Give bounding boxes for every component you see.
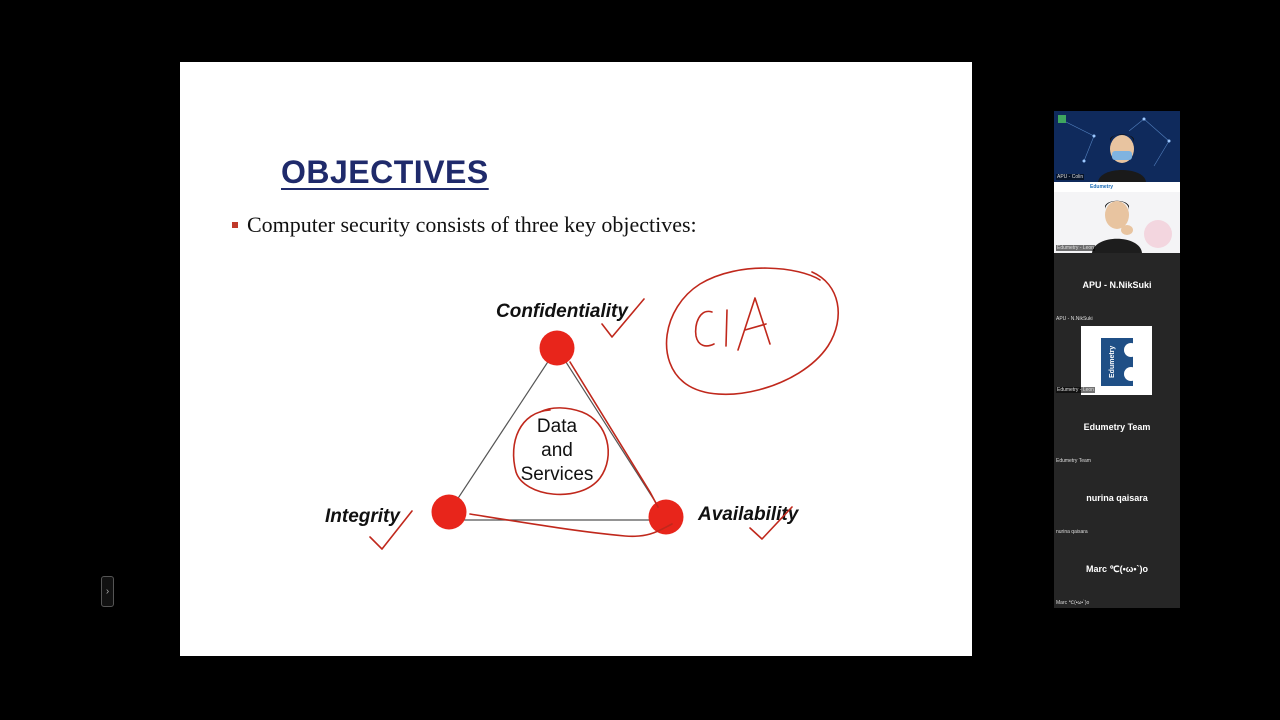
edumetry-banner: Edumetry	[1090, 184, 1114, 190]
participant-video	[1054, 111, 1180, 182]
participant-caption: Edumetry Team	[1056, 458, 1091, 464]
participant-tile-apu-colin[interactable]	[1054, 111, 1180, 182]
participant-name: Marc ℃(•ω•`)o	[1085, 564, 1148, 574]
participant-tile-marc[interactable]	[1054, 537, 1180, 608]
participant-tile-edumetry-team[interactable]	[1054, 395, 1180, 466]
participant-caption: APU - Colin	[1057, 174, 1084, 180]
cia-circle-mark	[667, 268, 839, 394]
bullet-text: Computer security consists of three key objectives:	[247, 212, 697, 237]
participant-tile-nurina-qaisara[interactable]	[1054, 466, 1180, 537]
participant-gallery	[1054, 111, 1180, 608]
edumetry-logo	[1081, 326, 1152, 395]
center-line-1: Data	[536, 416, 578, 437]
edumetry-logo-text: Edumetry	[1109, 345, 1116, 378]
participant-caption: Edumetry - Leon	[1057, 387, 1094, 393]
presentation-slide	[180, 62, 972, 656]
participant-name: nurina qaisara	[1086, 493, 1148, 503]
participant-tile-edumetry-logo[interactable]	[1054, 324, 1180, 395]
slide-title: OBJECTIVES	[281, 154, 489, 190]
cia-letter-c	[696, 311, 714, 346]
center-line-3: Services	[520, 464, 594, 485]
edumetry-logo-icon	[1081, 326, 1152, 395]
label-availability: Availability	[698, 504, 799, 525]
side-panel-toggle-button[interactable]	[101, 576, 114, 607]
cia-letter-i	[726, 310, 727, 346]
node-availability	[649, 500, 684, 535]
cia-letter-a	[738, 298, 770, 350]
participant-video	[1054, 182, 1180, 253]
node-integrity	[432, 495, 467, 530]
participant-caption: Edumetry - Leon	[1057, 245, 1094, 251]
label-integrity: Integrity	[325, 506, 400, 527]
edge-mark-bottom	[470, 514, 672, 536]
cia-triad-diagram	[180, 62, 972, 656]
participant-tile-apu-niksuki[interactable]	[1054, 253, 1180, 324]
node-confidentiality	[540, 331, 575, 366]
participant-caption: APU - N.NikSuki	[1056, 316, 1093, 322]
participant-name: APU - N.NikSuki	[1082, 280, 1152, 290]
participant-caption: nurina qaisara	[1056, 529, 1088, 535]
chevron-right-icon: ›	[105, 586, 110, 597]
participant-name: Edumetry Team	[1083, 422, 1151, 432]
label-confidentiality: Confidentiality	[496, 301, 628, 322]
center-line-2: and	[541, 440, 573, 461]
participant-caption: Marc ℃(•ω•`)o	[1056, 600, 1090, 606]
participant-tile-edumetry-leon[interactable]	[1054, 182, 1180, 253]
